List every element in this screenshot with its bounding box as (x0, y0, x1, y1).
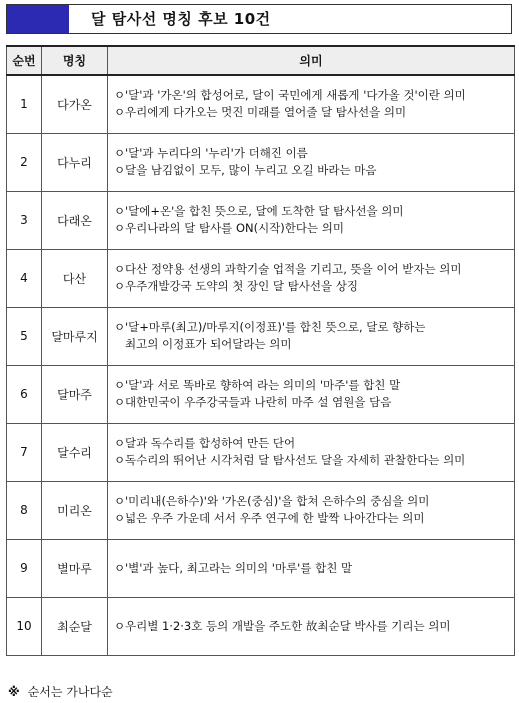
meaning-line (114, 493, 510, 510)
meaning-line (114, 319, 510, 336)
meaning-text: 우리별 1·2·3호 등의 개발을 주도한 故최순달 박사를 기리는 의미 (125, 618, 451, 633)
meaning-line (114, 203, 510, 220)
meaning-line (114, 104, 510, 121)
row-meaning (108, 191, 515, 249)
row-num: 5 (7, 307, 42, 365)
meaning-line (114, 452, 510, 469)
row-name: 달마루지 (42, 307, 108, 365)
row-num: 4 (7, 249, 42, 307)
meaning-text: 우주개발강국 도약의 첫 장인 달 탐사선을 상징 (125, 279, 359, 293)
bullet-mark: ㅇ (114, 163, 126, 177)
meaning-text: '달'과 '가온'의 합성어로, 달이 국민에게 새롭게 '다가올 것'이란 의미 (125, 88, 466, 103)
bullet-mark: ㅇ (114, 560, 126, 575)
table-row (7, 597, 515, 655)
row-num: 2 (7, 133, 42, 191)
meaning-text: '달'과 서로 똑바로 향하여 라는 의미의 '마주'를 합친 말 (125, 378, 401, 392)
bullet-mark: ㅇ (114, 105, 126, 120)
meaning-text: 독수리의 뛰어난 시각처럼 달 탐사선도 달을 자세히 관찰한다는 의미 (125, 453, 466, 467)
row-meaning (108, 597, 515, 655)
meaning-line (114, 618, 510, 635)
table-row (7, 191, 515, 249)
meaning-text: 다산 정약용 선생의 과학기술 업적을 기리고, 뜻을 이어 받자는 의미 (125, 262, 462, 276)
row-meaning (108, 307, 515, 365)
bullet-mark: ㅇ (114, 618, 126, 633)
row-num: 9 (7, 539, 42, 597)
meaning-text: 달과 독수리를 합성하여 만든 단어 (125, 436, 296, 450)
row-meaning (108, 365, 515, 423)
row-name: 다래온 (42, 191, 108, 249)
bullet-mark: ㅇ (114, 511, 126, 525)
row-name: 다누리 (42, 133, 108, 191)
meaning-line (114, 394, 510, 411)
table-row (7, 75, 515, 133)
table-row (7, 481, 515, 539)
meaning-text: '달'과 누리다의 '누리'가 더해진 이름 (125, 146, 308, 160)
bullet-mark: ㅇ (114, 279, 126, 293)
bullet-mark: ㅇ (114, 262, 126, 276)
footnote-text: 순서는 가나다순 (27, 685, 113, 699)
header-name: 명칭 (42, 46, 108, 75)
meaning-text: 우리나라의 달 탐사를 ON(시작)한다는 의미 (125, 221, 344, 235)
table-header-row (7, 46, 515, 75)
table-row (7, 539, 515, 597)
row-name: 달수리 (42, 423, 108, 481)
row-meaning (108, 249, 515, 307)
row-num: 8 (7, 481, 42, 539)
meaning-line (114, 377, 510, 394)
meaning-text: 달을 남김없이 모두, 많이 누리고 오길 바라는 마음 (125, 163, 377, 177)
meaning-text: 최고의 이정표가 되어달라는 의미 (125, 337, 292, 351)
row-num: 10 (7, 597, 42, 655)
row-name: 다가온 (42, 75, 108, 133)
meaning-text: '달+마루(최고)/마루지(이정표)'를 합친 뜻으로, 달로 향하는 (125, 320, 426, 334)
title-accent-bar (7, 5, 69, 33)
row-num: 7 (7, 423, 42, 481)
table-row (7, 423, 515, 481)
row-meaning (108, 481, 515, 539)
table-row (7, 133, 515, 191)
header-meaning: 의미 (108, 46, 515, 75)
meaning-line (114, 145, 510, 162)
bullet-mark: ㅇ (114, 436, 126, 450)
table-row (7, 307, 515, 365)
table-row (7, 249, 515, 307)
meaning-line (114, 87, 510, 104)
meaning-line (114, 510, 510, 527)
bullet-mark: ㅇ (114, 395, 126, 409)
meaning-line (114, 278, 510, 295)
row-name: 다산 (42, 249, 108, 307)
meaning-line (114, 220, 510, 237)
meaning-text: 우리에게 다가오는 멋진 미래를 열어줄 달 탐사선을 의미 (125, 105, 407, 120)
meaning-line (114, 162, 510, 179)
title-box (6, 4, 512, 34)
bullet-mark: ㅇ (114, 204, 126, 218)
row-num: 3 (7, 191, 42, 249)
row-meaning (108, 133, 515, 191)
bullet-mark: ㅇ (114, 146, 126, 160)
meaning-line (114, 336, 510, 353)
meaning-text: '별'과 높다, 최고라는 의미의 '마루'를 합친 말 (125, 560, 353, 575)
meaning-text: 넓은 우주 가운데 서서 우주 연구에 한 발짝 나아간다는 의미 (125, 511, 425, 525)
row-num: 6 (7, 365, 42, 423)
row-meaning (108, 539, 515, 597)
bullet-mark: ㅇ (114, 221, 126, 235)
meaning-text: '미리내(은하수)'와 '가온(중심)'을 합쳐 은하수의 중심을 의미 (125, 494, 430, 508)
table-row (7, 365, 515, 423)
bullet-mark: ㅇ (114, 320, 126, 334)
candidates-table (6, 45, 515, 656)
reference-mark: ※ (8, 685, 20, 699)
bullet-mark: ㅇ (114, 494, 126, 508)
row-meaning (108, 75, 515, 133)
meaning-text: '달에+온'을 합친 뜻으로, 달에 도착한 달 탐사선을 의미 (125, 204, 404, 218)
row-name: 별마루 (42, 539, 108, 597)
header-num: 순번 (7, 46, 42, 75)
footnote (8, 683, 113, 700)
row-name: 달마주 (42, 365, 108, 423)
meaning-line (114, 560, 510, 577)
row-meaning (108, 423, 515, 481)
row-name: 최순달 (42, 597, 108, 655)
bullet-mark: ㅇ (114, 88, 126, 103)
row-num: 1 (7, 75, 42, 133)
page-title: 달 탐사선 명칭 후보 10건 (91, 10, 271, 28)
meaning-line (114, 261, 510, 278)
meaning-line (114, 435, 510, 452)
bullet-mark: ㅇ (114, 378, 126, 392)
bullet-mark: ㅇ (114, 453, 126, 467)
meaning-text: 대한민국이 우주강국들과 나란히 마주 설 염원을 담음 (125, 395, 392, 409)
row-name: 미리온 (42, 481, 108, 539)
